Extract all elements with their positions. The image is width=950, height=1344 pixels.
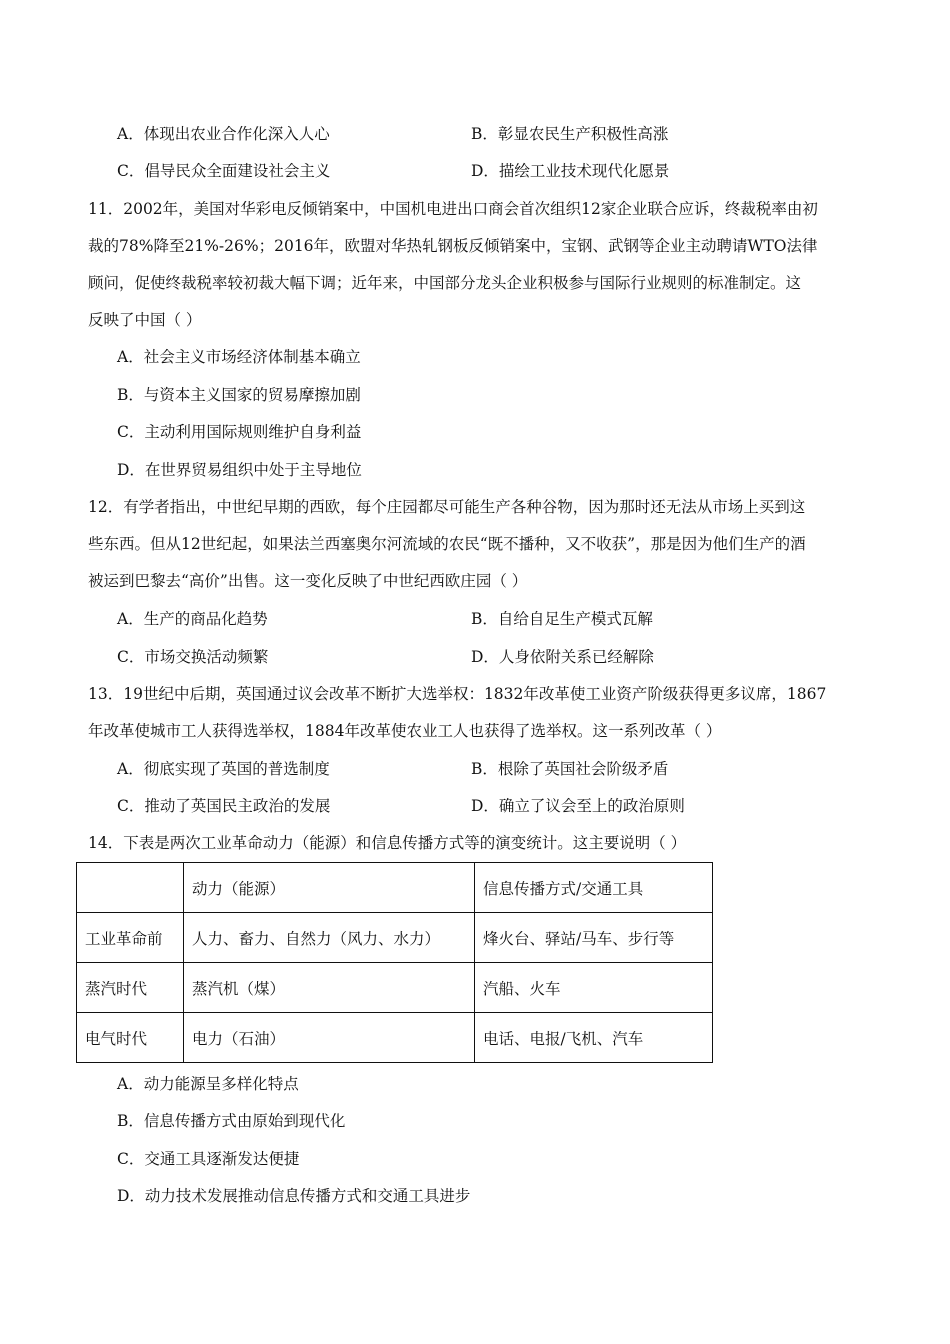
q11-stem-line-3: 顾问，促使终裁税率较初裁大幅下调；近年来，中国部分龙头企业积极参与国际行业规则的标准制定。这 [88,274,802,292]
table-cell: 电话、电报/飞机、汽车 [475,1013,713,1063]
q11-stem-line-2: 裁的78%降至21%-26%；2016年，欧盟对华热轧钢板反倾销案中，宝钢、武钢等企业主动聘请WTO法律 [88,237,818,255]
evolution-table [76,862,713,1063]
table-row [77,913,713,963]
q13-option-a: A．彻底实现了英国的普选制度 [117,760,330,778]
q13-option-d: D．确立了议会至上的政治原则 [471,797,685,815]
q11-option-d: D．在世界贸易组织中处于主导地位 [117,461,362,479]
table-cell: 蒸汽机（煤） [184,963,475,1013]
q10-option-d: D．描绘工业技术现代化愿景 [471,162,670,180]
q11-stem-line-4: 反映了中国（ ） [88,311,202,329]
table-header-cell: 信息传播方式/交通工具 [475,863,713,913]
table-cell: 人力、畜力、自然力（风力、水力） [184,913,475,963]
table-cell: 蒸汽时代 [77,963,184,1013]
table-header-cell: 动力（能源） [184,863,475,913]
q12-stem-line-3: 被运到巴黎去“高价”出售。这一变化反映了中世纪西欧庄园（ ） [88,572,528,590]
q14-stem: 14．下表是两次工业革命动力（能源）和信息传播方式等的演变统计。这主要说明（ ） [88,834,687,852]
q10-option-a: A．体现出农业合作化深入人心 [117,125,330,143]
table-cell: 电气时代 [77,1013,184,1063]
q14-option-a: A．动力能源呈多样化特点 [117,1075,299,1093]
table-cell: 工业革命前 [77,913,184,963]
q10-option-b: B．彰显农民生产积极性高涨 [471,125,669,143]
table-cell: 汽船、火车 [475,963,713,1013]
table-row [77,1013,713,1063]
q13-stem-line-2: 年改革使城市工人获得选举权，1884年改革使农业工人也获得了选举权。这一系列改革（ ） [88,722,722,740]
table-row [77,963,713,1013]
q11-stem-line-1: 11．2002年，美国对华彩电反倾销案中，中国机电进出口商会首次组织12家企业联合应诉，终裁税率由初 [88,200,818,218]
q12-option-d: D．人身依附关系已经解除 [471,648,654,666]
q14-option-c: C．交通工具逐渐发达便捷 [117,1150,300,1168]
q13-option-b: B．根除了英国社会阶级矛盾 [471,760,669,778]
q14-option-d: D．动力技术发展推动信息传播方式和交通工具进步 [117,1187,471,1205]
q11-option-a: A．社会主义市场经济体制基本确立 [117,348,361,366]
q11-option-b: B．与资本主义国家的贸易摩擦加剧 [117,386,361,404]
table-cell: 烽火台、驿站/马车、步行等 [475,913,713,963]
q11-option-c: C．主动利用国际规则维护自身利益 [117,423,362,441]
q12-option-c: C．市场交换活动频繁 [117,648,269,666]
q14-option-b: B．信息传播方式由原始到现代化 [117,1112,346,1130]
q13-stem-line-1: 13．19世纪中后期，英国通过议会改革不断扩大选举权：1832年改革使工业资产阶级获得更多议席，1867 [88,685,827,703]
q12-option-b: B．自给自足生产模式瓦解 [471,610,653,628]
table-cell: 电力（石油） [184,1013,475,1063]
q13-option-c: C．推动了英国民主政治的发展 [117,797,331,815]
table-header-cell [77,863,184,913]
table-header-row [77,863,713,913]
q12-stem-line-2: 些东西。但从12世纪起，如果法兰西塞奥尔河流域的农民“既不播种，又不收获”，那是因为他们生产的酒 [88,535,806,553]
q10-option-c: C．倡导民众全面建设社会主义 [117,162,331,180]
q12-option-a: A．生产的商品化趋势 [117,610,268,628]
q12-stem-line-1: 12．有学者指出，中世纪早期的西欧，每个庄园都尽可能生产各种谷物，因为那时还无法从市场上买到这 [88,498,806,516]
